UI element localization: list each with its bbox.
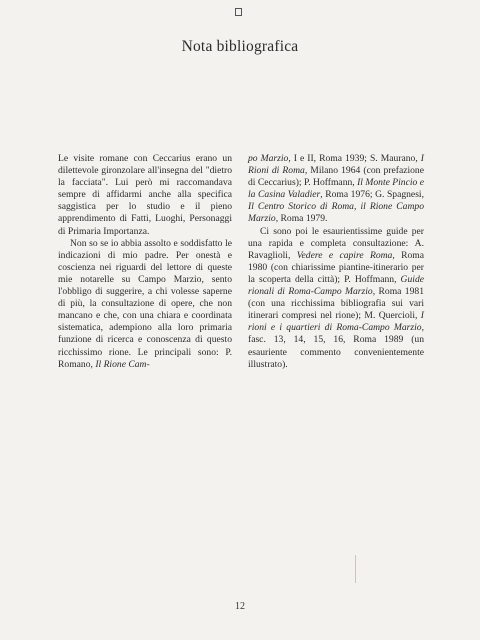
book-title: Guide rionali di Roma-Campo Marzio	[248, 273, 424, 298]
paragraph-text: , Milano 1964 (con prefazione di Ceccarius); P. Hoffmann,	[248, 165, 424, 189]
paragraph-guides	[248, 226, 424, 371]
book-title: Vedere e capire Roma	[296, 249, 393, 261]
book-title: Il Centro Storico di Roma, il Rione Campo Marzio	[248, 201, 424, 225]
paragraph-text: , fasc. 13, 14, 15, 16, Roma 1989 (un esauriente commento convenientemente illustrato).	[248, 322, 424, 370]
paragraph-text: , Roma 1980 (con chiarissime piantine-itinerario per la scoperta della città); P. Hoffmann,	[248, 249, 425, 285]
book-title: Il Rione Cam-	[95, 358, 150, 370]
paragraph-text: Ci sono poi le esaurientissime guide per una rapida e completa consultazione: A. Ravaglioli,	[248, 225, 424, 261]
left-text-column	[58, 153, 232, 371]
right-text-column	[248, 153, 424, 371]
small-square-ornament-icon	[235, 8, 242, 16]
paragraph-text: Le visite romane con Ceccarius erano un dilettevole gironzolare all'insegna del "dietro la facciata". Lui però mi raccomandava sempre di affidarmi anche alla specifica saggistica per lo studio e il pieno apprendimento di Fatti, Luoghi, Personaggi di Primaria Importanza.	[58, 153, 232, 237]
book-title: po Marzio	[248, 153, 289, 164]
paragraph-intro	[58, 153, 232, 238]
paragraph-text: , Roma 1979.	[275, 213, 328, 225]
paragraph-works	[58, 238, 232, 371]
paragraph-text: , Roma 1981 (con una ricchissima bibliografia sui vari itinerari compresi nel rione); M. Quercioli,	[248, 286, 424, 322]
page-title: Nota bibliografica	[181, 38, 299, 55]
book-title: I Rioni di Roma	[248, 153, 424, 177]
page-number: 12	[235, 601, 245, 612]
paragraph-text: , I e II, Roma 1939; S. Maurano,	[288, 153, 421, 164]
scan-mark	[355, 555, 356, 583]
paragraph-works-continued	[248, 153, 424, 226]
book-title: I rioni e i quartieri di Roma-Campo Marzio	[248, 310, 424, 334]
paragraph-text: , Roma 1976; G. Spagnesi,	[320, 189, 424, 201]
paragraph-text: Non so se io abbia assolto e soddisfatto le indicazioni di mio padre. Per onestà e coscienza nei riguardi del lettore di queste mie notarelle su Campo Marzio, sento l'obbligo di suggerire, a chi volesse saperne di più, la consultazione di opere, che non mancano e che, con una chiara e coordinata sistematica, adempiono alla loro primaria funzione di ricerca e conoscenza di questo ricchissimo rione. Le principali sono: P. Romano,	[58, 237, 232, 370]
book-title: Il Monte Pincio e la Casina Valadier	[248, 177, 424, 201]
